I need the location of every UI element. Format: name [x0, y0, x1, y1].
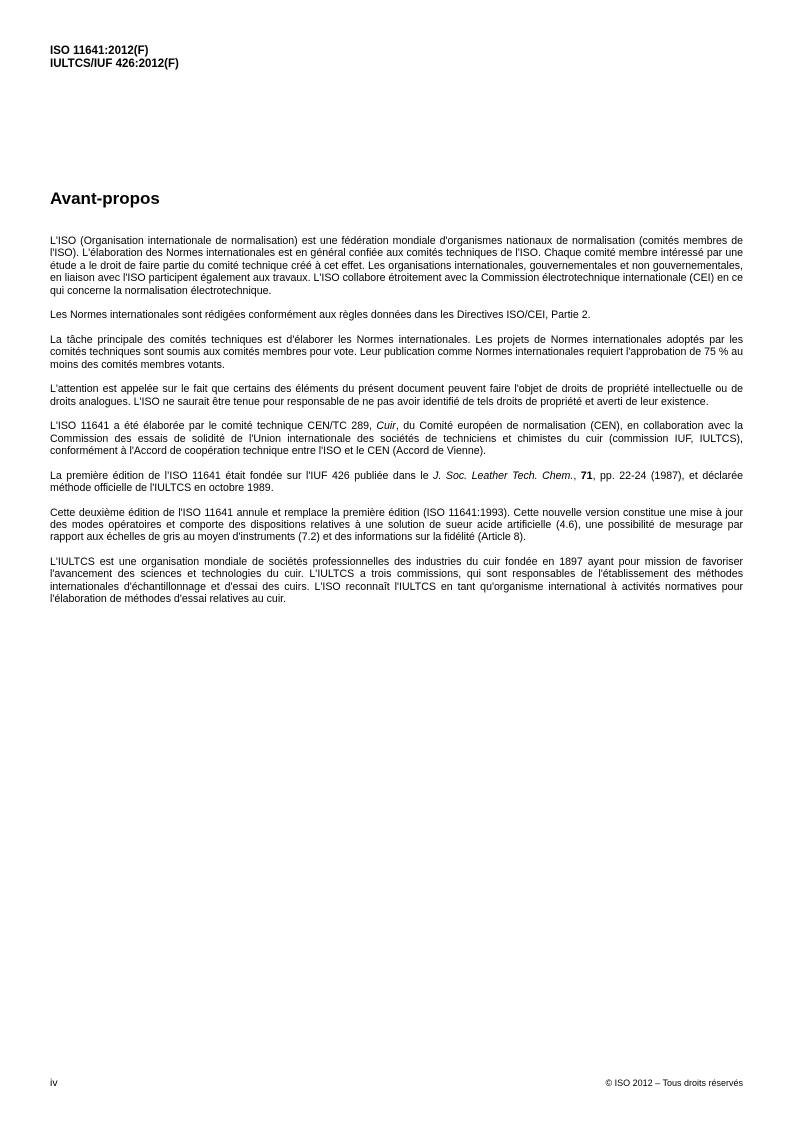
journal-separator: ,	[573, 469, 581, 482]
paragraph-technical-committees: La tâche principale des comités techniques est d'élaborer les Normes internationales. Les projets de Normes internationales adoptés par les comités techniques sont soumis aux comités membres pour vote. Leur publication comme Normes internationales requiert l'approbation de 75 % au moins des comités membres votants.	[50, 333, 743, 371]
paragraph-directives: Les Normes internationales sont rédigées conformément aux règles données dans les Directives ISO/CEI, Partie 2.	[50, 309, 591, 322]
preparation-text-start: L'ISO 11641 a été élaborée par le comité technique CEN/TC 289,	[50, 420, 377, 433]
preparation-text-end: , du Comité européen de normalisation (CEN), en collaboration avec la Commission des essais de solidité de l'Union internationale des sociétés de techniciens et chimistes du cuir (commission IUF, IULTCS), conformément à l'Accord de coopération technique entre l'ISO et le CEN (Accord de Vienne).	[50, 420, 743, 458]
page-number: iv	[50, 1077, 58, 1089]
committee-name: Cuir	[376, 420, 396, 433]
document-header	[50, 45, 179, 71]
first-edition-text-end: , pp. 22-24 (1987), et déclarée méthode officielle de l'IULTCS en octobre 1989.	[50, 469, 743, 495]
standard-number: ISO 11641:2012(F)	[50, 45, 149, 57]
paragraph-patent-rights: L'attention est appelée sur le fait que certains des éléments du présent document peuvent faire l'objet de droits de propriété intellectuelle ou de droits analogues. L'ISO ne saurait être tenue pour responsable de ne pas avoir identifié de tels droits de propriété et averti de leur existence.	[50, 383, 743, 408]
journal-name: J. Soc. Leather Tech. Chem.	[433, 469, 574, 482]
standard-number-iultcs: IULTCS/IUF 426:2012(F)	[50, 58, 179, 70]
journal-volume: 71	[580, 469, 593, 482]
first-edition-text-start: La première édition de l’ISO 11641 était fondée sur l'IUF 426 publiée dans le	[50, 469, 434, 482]
paragraph-preparation	[50, 420, 743, 457]
paragraph-iultcs: L'IULTCS est une organisation mondiale de sociétés professionnelles des industries du cuir fondée en 1897 ayant pour mission de favoriser l'avancement des sciences et technologies du cuir. L'IULTCS a trois commissions, qui sont responsables de l'établissement des méthodes internationales d'échantillonnage et d'essai des cuirs. L'ISO reconnaît l'IULTCS en tant qu'organisme international à activités normatives pour l'élaboration de méthodes d'essai relatives au cuir.	[50, 556, 743, 606]
paragraph-second-edition: Cette deuxième édition de l'ISO 11641 annule et remplace la première édition (ISO 11641:1993). Cette nouvelle version constitue une mise à jour des modes opératoires et comporte des dispositions relatives à une solution de sueur acide artificielle (4.6), une possibilité de mesurage par rapport aux échelles de gris au moyen d'instruments (7.2) et des informations sur la fidélité (Article 8).	[50, 506, 743, 544]
paragraph-iso-organisation: L'ISO (Organisation internationale de normalisation) est une fédération mondiale d'organismes nationaux de normalisation (comités membres de l'ISO). L'élaboration des Normes internationales est en général confiée aux comités techniques de l'ISO. Chaque comité membre intéressé par une étude a le droit de faire partie du comité technique créé à cet effet. Les organisations internationales, gouvernementales et non gouvernementales, en liaison avec l'ISO participent également aux travaux. L'ISO collabore étroitement avec la Commission électrotechnique internationale (CEI) en ce qui concerne la normalisation électrotechnique.	[50, 235, 743, 297]
page-title: Avant-propos	[50, 189, 160, 208]
foreword-body	[50, 235, 743, 618]
copyright-notice: © ISO 2012 – Tous droits réservés	[605, 1078, 743, 1088]
paragraph-first-edition	[50, 470, 743, 495]
